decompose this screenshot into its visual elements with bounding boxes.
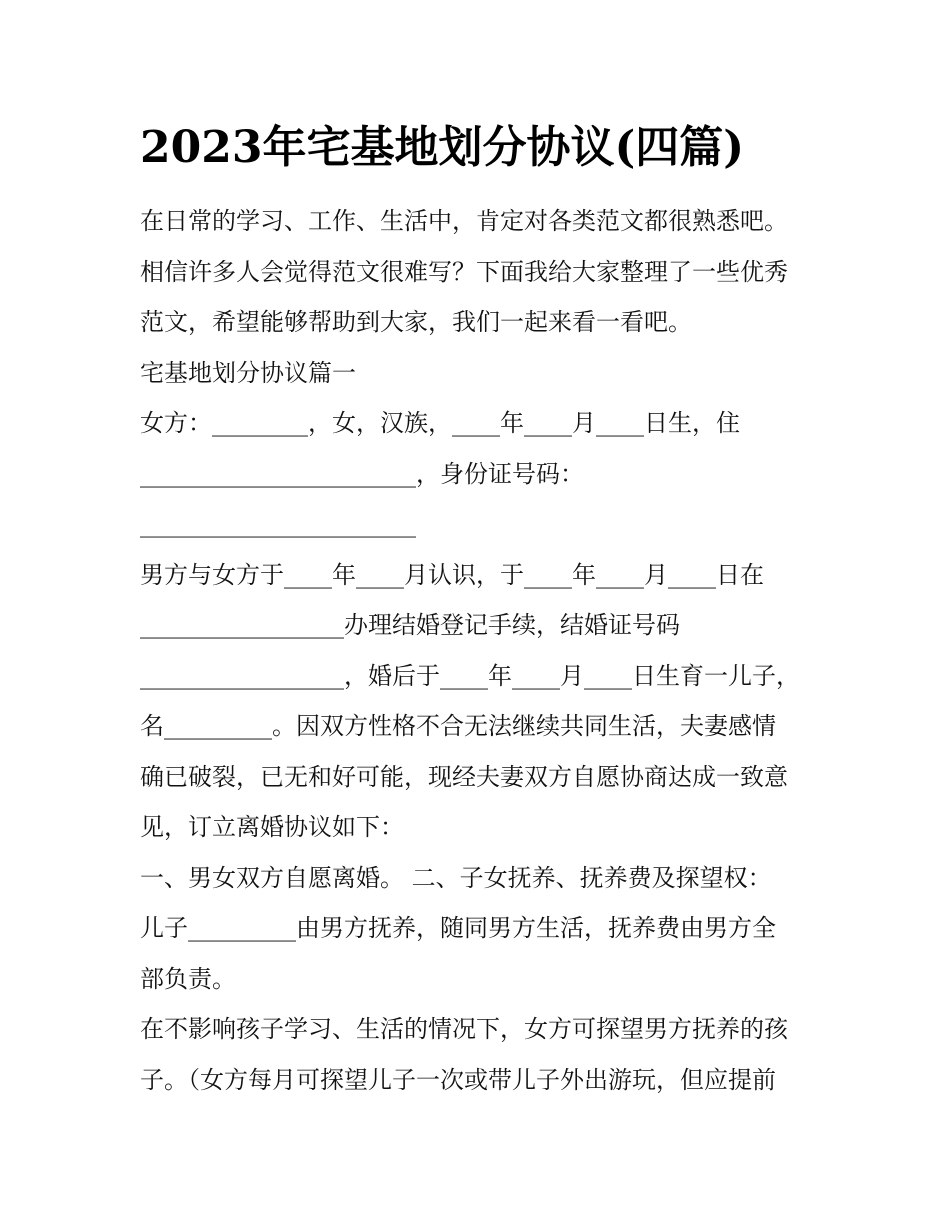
text-line: _______________________，身份证号码：	[140, 459, 584, 488]
text-line: _________________办理结婚登记手续，结婚证号码	[140, 611, 680, 639]
text-line: 男方与女方于____年____月认识，于____年____月____日在	[140, 560, 764, 589]
text-line: 在日常的学习、工作、生活中，肯定对各类范文都很熟悉吧。	[140, 207, 788, 235]
text-line: 子。（女方每月可探望儿子一次或带儿子外出游玩，但应提前	[140, 1065, 776, 1094]
text-line: 相信许多人会觉得范文很难写？下面我给大家整理了一些优秀	[140, 257, 788, 286]
section-heading: 宅基地划分协议篇一	[140, 358, 356, 387]
text-line: 名_________。因双方性格不合无法继续共同生活，夫妻感情	[140, 712, 776, 740]
text-line: 一、男女双方自愿离婚。 二、子女抚养、抚养费及探望权：	[140, 863, 772, 892]
text-line: _______________________	[140, 510, 416, 538]
text-line: 确已破裂，已无和好可能，现经夫妻双方自愿协商达成一致意	[140, 762, 788, 791]
text-line: 见，订立离婚协议如下：	[140, 813, 404, 841]
text-line: 在不影响孩子学习、生活的情况下，女方可探望男方抚养的孩	[140, 1015, 788, 1043]
document-title: 2023年宅基地划分协议(四篇)	[140, 122, 745, 173]
text-line: 女方：________，女，汉族，____年____月____日生，住	[140, 409, 740, 437]
text-line: 范文，希望能够帮助到大家，我们一起来看一看吧。	[140, 308, 692, 336]
text-line: 儿子_________由男方抚养，随同男方生活，抚养费由男方全	[140, 914, 776, 942]
text-line: _________________，婚后于____年____月____日生育一儿子，	[140, 661, 800, 690]
text-line: 部负责。	[140, 964, 236, 993]
document-body	[140, 196, 820, 1105]
